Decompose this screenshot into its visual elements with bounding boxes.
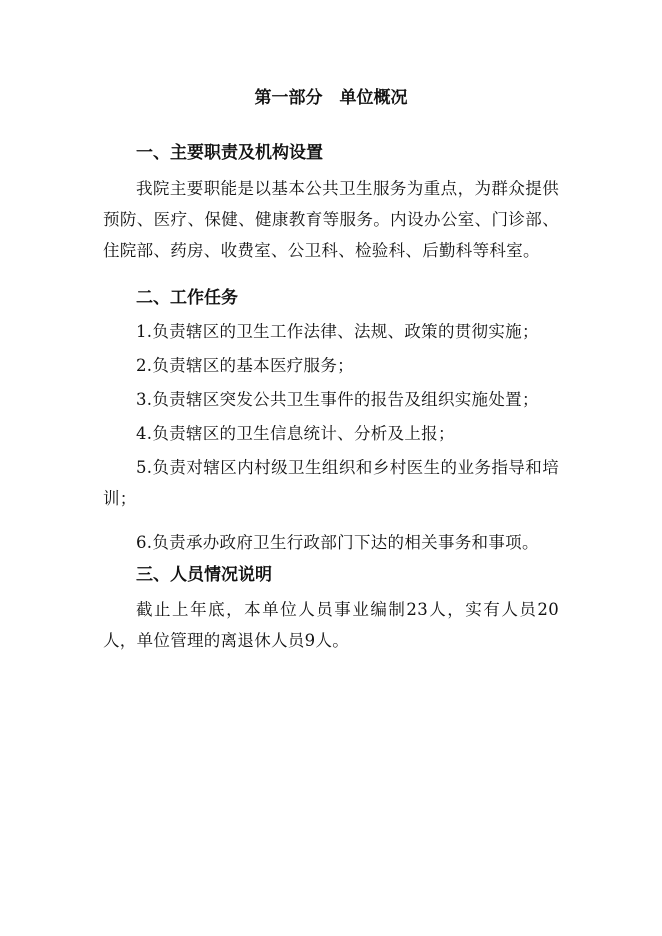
page-title: 第一部分 单位概况 [254,88,408,108]
duties-paragraph: 我院主要职能是以基本公共卫生服务为重点，为群众提供预防、医疗、保健、健康教育等服务。内设办公室、门诊部、住院部、药房、收费室、公卫科、检验科、后勤科等科室。 [103,179,559,260]
task-item: 3.负责辖区突发公共卫生事件的报告及组织实施处置； [136,390,539,409]
section-heading-staff: 三、人员情况说明 [136,565,272,585]
task-item: 5.负责对辖区内村级卫生组织和乡村医生的业务指导和培训； [103,458,559,508]
staff-paragraph: 截止上年底，本单位人员事业编制23人，实有人员20人，单位管理的离退休人员9人。 [103,600,559,650]
task-item: 6.负责承办政府卫生行政部门下达的相关事务和事项。 [136,533,539,552]
task-item: 4.负责辖区的卫生信息统计、分析及上报； [136,424,455,443]
section-heading-tasks: 二、工作任务 [136,288,238,308]
section-heading-duties: 一、主要职责及机构设置 [136,143,323,163]
task-item: 2.负责辖区的基本医疗服务； [136,356,354,375]
task-item: 1.负责辖区的卫生工作法律、法规、政策的贯彻实施； [136,322,539,341]
